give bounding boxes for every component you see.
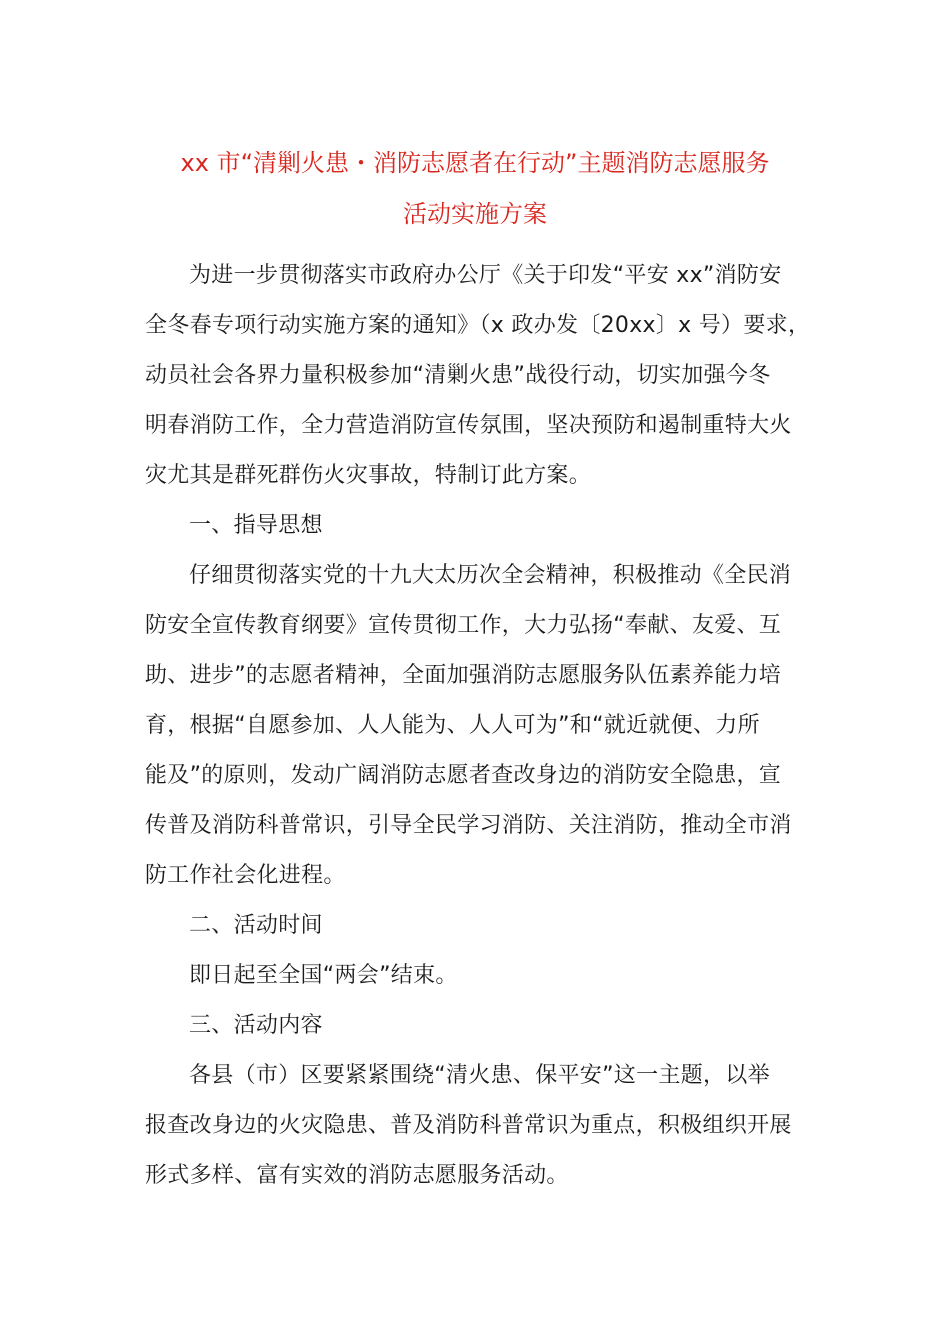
paragraph-line: 即日起至全国“两会”结束。 bbox=[189, 963, 458, 988]
paragraph-line: 育，根据“自愿参加、人人能为、人人可为”和“就近就便、力所 bbox=[145, 713, 760, 738]
paragraph-line: 为进一步贯彻落实市政府办公厅《关于印发“平安 xx”消防安 bbox=[189, 263, 782, 288]
paragraph-line: 防安全宣传教育纲要》宣传贯彻工作，大力弘扬“奉献、友爱、互 bbox=[145, 613, 782, 638]
paragraph-line: 防工作社会化进程。 bbox=[145, 863, 346, 888]
document-body bbox=[145, 251, 811, 1201]
paragraph-line: 报查改身边的火灾隐患、普及消防科普常识为重点，积极组织开展 bbox=[145, 1113, 792, 1138]
paragraph-line: 各县（市）区要紧紧围绕“清火患、保平安”这一主题，以举 bbox=[189, 1063, 770, 1088]
paragraph-line: 灾尤其是群死群伤火灾事故，特制订此方案。 bbox=[145, 463, 592, 488]
paragraph-line: 明春消防工作，全力营造消防宣传氛围，坚决预防和遏制重特大火 bbox=[145, 413, 792, 438]
document-title-line-1: xx 市“清剿火患・消防志愿者在行动”主题消防志愿服务 bbox=[180, 149, 770, 177]
paragraph-line: 能及”的原则，发动广阔消防志愿者查改身边的消防安全隐患，宣 bbox=[145, 763, 782, 788]
paragraph-line: 动员社会各界力量积极参加“清剿火患”战役行动，切实加强今冬 bbox=[145, 363, 771, 388]
document-title-line-2: 活动实施方案 bbox=[403, 200, 547, 228]
section-heading: 二、活动时间 bbox=[189, 913, 323, 938]
paragraph-line: 形式多样、富有实效的消防志愿服务活动。 bbox=[145, 1163, 569, 1188]
section-heading: 一、指导思想 bbox=[189, 513, 323, 538]
section-heading: 三、活动内容 bbox=[189, 1013, 323, 1038]
paragraph-line: 仔细贯彻落实党的十九大太历次全会精神，积极推动《全民消 bbox=[189, 563, 792, 588]
paragraph-line: 全冬春专项行动实施方案的通知》（x 政办发〔20xx〕x 号）要求， bbox=[145, 313, 811, 338]
paragraph-line: 传普及消防科普常识，引导全民学习消防、关注消防，推动全市消 bbox=[145, 813, 792, 838]
paragraph-line: 助、进步”的志愿者精神，全面加强消防志愿服务队伍素养能力培 bbox=[145, 663, 782, 688]
